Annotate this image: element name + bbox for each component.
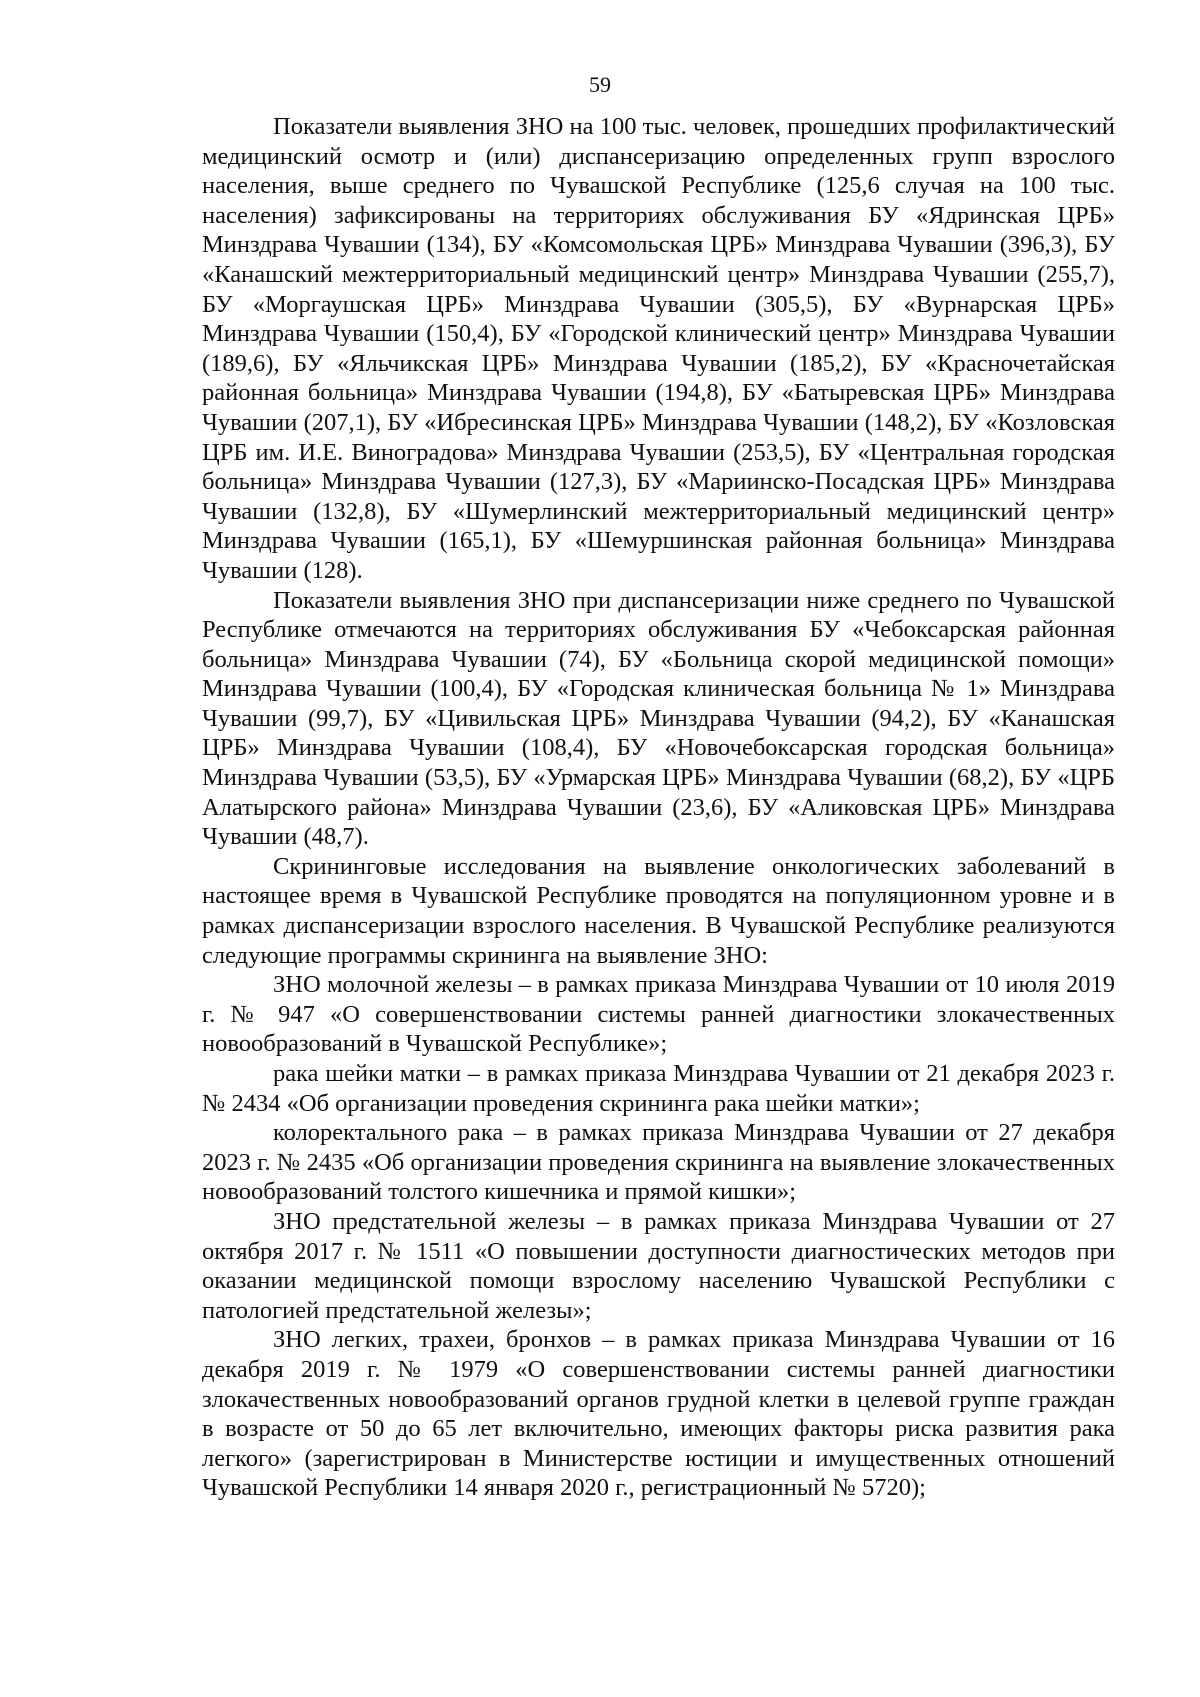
list-item-cervical-screening: рака шейки матки – в рамках приказа Минздрава Чувашии от 21 декабря 2023 г. № 2434 «Об организации проведения скрининга рака шейки матки»; [202,1060,1115,1117]
paragraph-zno-detection-above-average: Показатели выявления ЗНО на 100 тыс. человек, прошедших профилактический медицинский осмотр и (или) диспансеризацию определенных групп взрослого населения, выше среднего по Чувашской Республике (125,6 случая на 100 тыс. населения) зафиксированы на территориях обслуживания БУ «Ядринская ЦРБ» Минздрава Чувашии (134), БУ «Комсомольская ЦРБ» Минздрава Чувашии (396,3), БУ «Канашский межтерриториальный медицинский центр» Минздрава Чувашии (255,7), БУ «Моргаушская ЦРБ» Минздрава Чувашии (305,5), БУ «Вурнарская ЦРБ» Минздрава Чувашии (150,4), БУ «Городской клинический центр» Минздрава Чувашии (189,6), БУ «Яльчикская ЦРБ» Минздрава Чувашии (185,2), БУ «Красночетайская районная больница» Минздрава Чувашии (194,8), БУ «Батыревская ЦРБ» Минздрава Чувашии (207,1), БУ «Ибресинская ЦРБ» Минздрава Чувашии (148,2), БУ «Козловская ЦРБ им. И.Е. Виноградова» Минздрава Чувашии (253,5), БУ «Центральная городская больница» Минздрава Чувашии (127,3), БУ «Мариинско-Посадская ЦРБ» Минздрава Чувашии (132,8), БУ «Шумерлинский межтерриториальный медицинский центр» Минздрава Чувашии (165,1), БУ «Шемуршинская районная больница» Минздрава Чувашии (128). [202,113,1115,584]
list-item-prostate-screening: ЗНО предстательной железы – в рамках приказа Минздрава Чувашии от 27 октября 2017 г. № 1511 «О повышении доступности диагностических методов при оказании медицинской помощи взрослому населению Чувашской Республики с патологией предстательной железы»; [202,1207,1115,1324]
list-item-colorectal-screening: колоректального рака – в рамках приказа Минздрава Чувашии от 27 декабря 2023 г. № 2435 «Об организации проведения скрининга на выявление злокачественных новообразований толстого кишечника и прямой кишки»; [202,1119,1115,1206]
page-number: 59 [589,72,611,97]
paragraph-zno-detection-below-average: Показатели выявления ЗНО при диспансеризации ниже среднего по Чувашской Республике отмечаются на территориях обслуживания БУ «Чебоксарская районная больница» Минздрава Чувашии (74), БУ «Больница скорой медицинской помощи» Минздрава Чувашии (100,4), БУ «Городская клиническая больница № 1» Минздрава Чувашии (99,7), БУ «Цивильская ЦРБ» Минздрава Чувашии (94,2), БУ «Канашская ЦРБ» Минздрава Чувашии (108,4), БУ «Новочебоксарская городская больница» Минздрава Чувашии (53,5), БУ «Урмарская ЦРБ» Минздрава Чувашии (68,2), БУ «ЦРБ Алатырского района» Минздрава Чувашии (23,6), БУ «Аликовская ЦРБ» Минздрава Чувашии (48,7). [202,586,1115,851]
list-item-lung-screening: ЗНО легких, трахеи, бронхов – в рамках приказа Минздрава Чувашии от 16 декабря 2019 г. № 1979 «О совершенствовании системы ранней диагностики злокачественных новообразований органов грудной клетки в целевой группе граждан в возрасте от 50 до 65 лет включительно, имеющих факторы риска развития рака легкого» (зарегистрирован в Министерстве юстиции и имущественных отношений Чувашской Республики 14 января 2020 г., регистрационный № 5720); [202,1326,1115,1502]
list-item-breast-screening: ЗНО молочной железы – в рамках приказа Минздрава Чувашии от 10 июля 2019 г. № 947 «О совершенствовании системы ранней диагностики злокачественных новообразований в Чувашской Республике»; [202,971,1115,1058]
document-body [202,112,1115,1503]
paragraph-screening-intro: Скрининговые исследования на выявление онкологических заболеваний в настоящее время в Чувашской Республике проводятся на популяционном уровне и в рамках диспансеризации взрослого населения. В Чувашской Республике реализуются следующие программы скрининга на выявление ЗНО: [202,852,1115,969]
